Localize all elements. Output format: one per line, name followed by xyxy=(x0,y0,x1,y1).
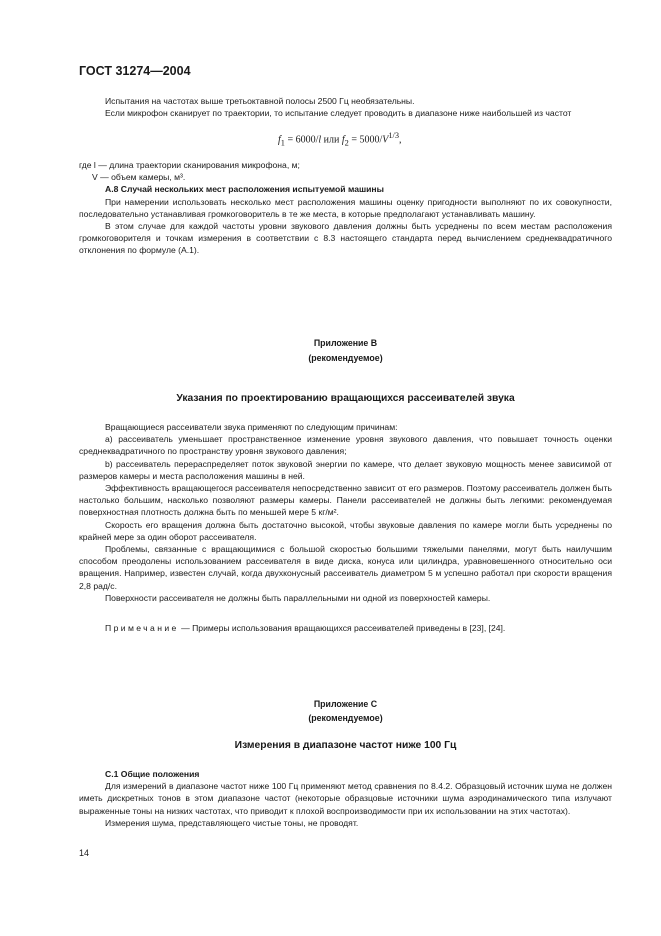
formula-f2: f xyxy=(341,134,345,146)
list-item-b: b) рассеиватель перераспределяет поток звуковой энергии по камере, что делает звуковую мощность менее зависимой от размеров камеры и места расположения машины в ней. xyxy=(79,458,612,481)
paragraph: При намерении использовать несколько мест расположения машины оценку пригодности выполняют по их совокупности, последовательно устанавливая громкоговоритель в те же места, в которые предполагают устанавливать машину. xyxy=(79,196,612,219)
appendix-c-status: (рекомендуемое) xyxy=(308,713,383,723)
page-number: 14 xyxy=(79,848,90,858)
formula-exp: 1/3 xyxy=(388,131,399,140)
paragraph: В этом случае для каждой частоты уровни звукового давления должны быть усреднены по всем местам расположения громкоговорителя и точкам измерения в соответствии с 8.3 настоящего стандарта перед вычислением среднеквадратичного отклонения по формуле (А.1). xyxy=(79,221,612,256)
paragraph: Эффективность вращающегося рассеивателя непосредственно зависит от его размеров. Поэтому рассеиватель должен быть настолько большим, насколько позволяют размеры камеры. Панели рассеивателей не должны быть легкими: рекомендуемая поверхностная плотность должна быть по меньшей мере 5 кг/м². xyxy=(79,483,612,518)
formula-var1: l xyxy=(318,134,322,146)
formula-var2: V xyxy=(382,134,389,146)
paragraph: Вращающиеся рассеиватели звука применяют по следующим причинам: xyxy=(105,422,398,432)
appendix-c-label: Приложение С xyxy=(313,699,378,709)
paragraph: Если микрофон сканирует по траектории, то испытание следует проводить в диапазоне ниже наибольшей из частот xyxy=(105,108,572,119)
where-line-2: V — объем камеры, м³. xyxy=(92,172,186,183)
appendix-b-status: (рекомендуемое) xyxy=(308,353,383,363)
document-header: ГОСТ 31274—2004 xyxy=(79,64,191,78)
paragraph: Поверхности рассеивателя не должны быть параллельными ни одной из поверхностей камеры. xyxy=(105,592,491,603)
formula-or: или xyxy=(321,134,342,146)
appendix-c-body xyxy=(79,768,612,829)
appendix-b-title: Указания по проектированию вращающихся рассеивателей звука xyxy=(176,393,515,404)
formula-eq2: = 5000/ xyxy=(348,134,383,146)
formula-sub2: 2 xyxy=(344,138,349,148)
intro-block xyxy=(79,95,612,119)
section-a8-title: А.8 Случай нескольких мест расположения испытуемой машины xyxy=(105,184,384,195)
appendix-c-title: Измерения в диапазоне частот ниже 100 Гц xyxy=(234,740,457,751)
paragraph: Измерения шума, представляющего чистые тоны, не проводят. xyxy=(105,817,359,828)
formula-eq1: = 6000/ xyxy=(284,134,319,146)
paragraph: Проблемы, связанные с вращающимися с большой скоростью большими тяжелыми панелями, могут быть наилучшим способом преодолены использованием рассеивателя в виде диска, конуса или цилиндра, уравновешенного относительно оси вращения. Например, известен случай, когда двухконусный рассеиватель диаметром 5 м успешно работал при скорости вращения 2,8 рад/с. xyxy=(79,544,612,591)
list-item-a: а) рассеиватель уменьшает пространственное изменение уровня звукового давления, что повышает точность оценки среднеквадратичного по пространству уровня звукового давления; xyxy=(79,434,612,457)
appendix-b-body xyxy=(79,421,612,604)
appendix-b-label: Приложение В xyxy=(313,338,378,348)
paragraph: Для измерений в диапазоне частот ниже 100 Гц применяют метод сравнения по 8.4.2. Образцовый источник шума не должен иметь дискретных тонов в этом диапазоне частот (некоторые образцовые источники шума аэродинамического типа излучают выраженные тоны на низких частотах, что приводит к плохой воспроизводимости при их использовании на этих частотах). xyxy=(79,781,612,816)
appendix-b-note xyxy=(79,622,612,634)
note-text: — Примеры использования вращающихся рассеивателей приведены в [23], [24]. xyxy=(178,623,506,633)
paragraph: Скорость его вращения должна быть достаточно высокой, чтобы звуковые давления по камере могли быть усреднены по крайней мере за один оборот рассеивателя. xyxy=(79,519,612,542)
formula-sub1: 1 xyxy=(280,138,285,148)
section-c1-title: С.1 Общие положения xyxy=(105,769,200,779)
formula-tail: , xyxy=(399,134,402,146)
note-label: Примечание xyxy=(105,623,179,633)
paragraph: Испытания на частотах выше третьоктавной полосы 2500 Гц необязательны. xyxy=(105,96,415,106)
formula xyxy=(278,131,402,147)
a8-block xyxy=(79,159,612,257)
where-line-1: где l — длина траектории сканирования микрофона, м; xyxy=(79,160,300,170)
formula-f1: f xyxy=(278,134,281,146)
